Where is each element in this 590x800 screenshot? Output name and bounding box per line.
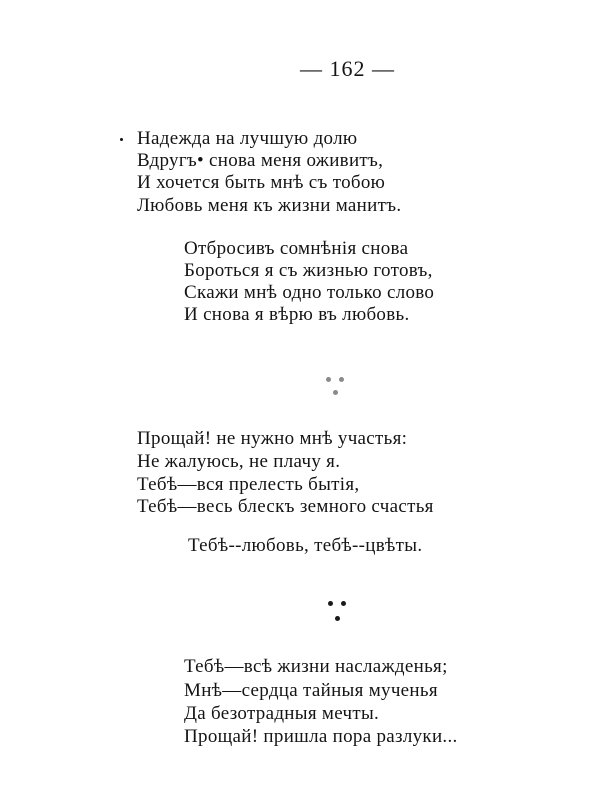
margin-dot [120,138,123,141]
poem-line: Тебѣ—весь блескъ земного счастья [137,496,434,517]
poem-line: Да безотрадныя мечты. [184,703,380,724]
poem-line: И хочется быть мнѣ съ тобою [137,172,386,193]
poem-line: Прощай! не нужно мнѣ участья: [137,428,408,449]
poem-line: И снова я вѣрю въ любовь. [184,304,410,325]
poem-line: Скажи мнѣ одно только слово [184,282,435,303]
poem-line: Надежда на лучшую долю [137,128,358,149]
poem-line: Тебѣ—вся прелесть бытія, [137,474,360,495]
asterism-ornament [327,600,349,626]
poem-line: Любовь меня къ жизни манитъ. [137,195,402,216]
poem-line: Не жалуюсь, не плачу я. [137,451,341,472]
poem-line: Прощай! пришла пора разлуки... [184,726,458,747]
poem-line: Отбросивъ сомнѣнія снова [184,238,409,259]
poem-line: Тебѣ--любовь, тебѣ--цвѣты. [188,535,423,556]
poem-line: Тебѣ—всѣ жизни наслажденья; [184,656,448,677]
asterism-ornament [324,375,348,399]
poem-line: Мнѣ—сердца тайныя мученья [184,680,438,701]
page-number: — 162 — [300,56,395,81]
poem-line: Бороться я съ жизнью готовъ, [184,260,433,281]
poem-line: Вдругъ• снова меня оживитъ, [137,150,384,171]
